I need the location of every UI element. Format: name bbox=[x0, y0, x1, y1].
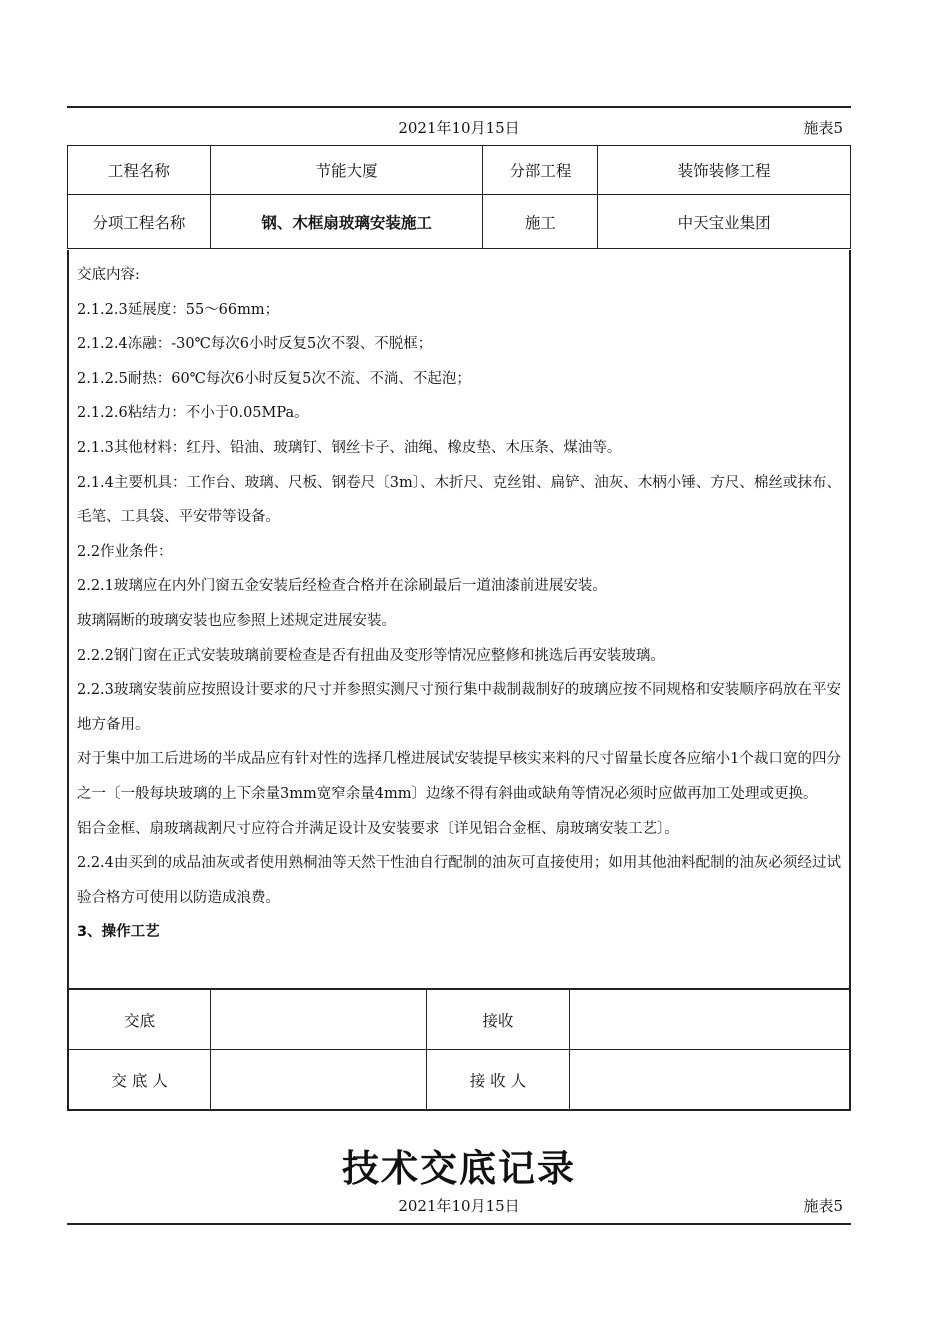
receive-signature-field[interactable] bbox=[570, 989, 850, 1050]
receive-person-field[interactable] bbox=[570, 1050, 850, 1111]
project-name-value: 节能大厦 bbox=[210, 146, 483, 195]
date-line bbox=[67, 117, 851, 139]
record-date: 2021年10月15日 bbox=[398, 1197, 520, 1215]
item-name-value: 钢、木框扇玻璃安装施工 bbox=[210, 195, 483, 249]
content-line: 2.1.2.5耐热：60℃每次6小时反复5次不流、不淌、不起泡； bbox=[77, 370, 471, 387]
record-date: 2021年10月15日 bbox=[398, 119, 520, 137]
content-line: 玻璃隔断的玻璃安装也应参照上述规定进展安装。 bbox=[77, 612, 396, 629]
handover-signature-field[interactable] bbox=[211, 989, 426, 1050]
content-line: 2.1.3其他材料：红丹、铅油、玻璃钉、钢丝卡子、油绳、橡皮垫、木压条、煤油等。 bbox=[77, 439, 622, 456]
disclosure-content bbox=[67, 250, 851, 988]
content-line: 交底内容: bbox=[77, 267, 140, 283]
handover-person-field[interactable] bbox=[211, 1050, 426, 1111]
content-line: 2.1.4主要机具：工作台、玻璃、尺板、钢卷尺〔3m〕、木折尺、克丝钳、扁铲、油灰、木柄小锤、方尺、棉丝或抹布、毛笔、工具袋、平安带等设备。 bbox=[77, 474, 841, 526]
section-heading: 3、操作工艺 bbox=[77, 924, 160, 941]
content-line: 2.1.2.3延展度：55～66mm； bbox=[77, 301, 280, 318]
signature-row bbox=[68, 1050, 850, 1111]
signature-table bbox=[67, 988, 851, 1111]
handover-person-label: 交 底 人 bbox=[68, 1050, 211, 1111]
date-line bbox=[67, 1195, 851, 1217]
form-number: 施表5 bbox=[803, 119, 843, 137]
content-line: 2.2.1玻璃应在内外门窗五金安装后经检查合格并在涂刷最后一道油漆前进展安装。 bbox=[77, 578, 607, 595]
content-line: 2.2.2钢门窗在正式安装玻璃前要检查是否有扭曲及变形等情况应整修和挑选后再安装玻璃。 bbox=[77, 647, 665, 664]
receive-label: 接收 bbox=[426, 989, 570, 1050]
top-rule bbox=[67, 106, 851, 108]
content-line: 铝合金框、扇玻璃裁割尺寸应符合并满足设计及安装要求〔详见铝合金框、扇玻璃安装工艺〕。 bbox=[77, 820, 679, 837]
receive-person-label: 接 收 人 bbox=[426, 1050, 570, 1111]
content-line: 2.1.2.4冻融：-30℃每次6小时反复5次不裂、不脱框； bbox=[77, 336, 433, 353]
construction-value: 中天宝业集团 bbox=[598, 195, 851, 249]
project-info-table bbox=[67, 145, 851, 249]
form-number: 施表5 bbox=[803, 1197, 843, 1215]
content-line: 2.2作业条件： bbox=[77, 543, 173, 560]
content-line: 2.1.2.6粘结力：不小于0.05MPa。 bbox=[77, 405, 309, 422]
bottom-rule bbox=[67, 1223, 851, 1225]
construction-label: 施工 bbox=[483, 195, 598, 249]
content-line: 2.2.3玻璃安装前应按照设计要求的尺寸并参照实测尺寸预行集中裁制裁制好的玻璃应按不同规格和安装顺序码放在平安地方备用。 bbox=[77, 682, 841, 733]
info-row bbox=[68, 195, 851, 249]
handover-label: 交底 bbox=[68, 989, 211, 1050]
item-name-label: 分项工程名称 bbox=[68, 195, 211, 249]
signature-row bbox=[68, 989, 850, 1050]
division-value: 装饰装修工程 bbox=[598, 146, 851, 195]
page-title: 技术交底记录 bbox=[342, 1147, 576, 1190]
content-line: 对于集中加工后进场的半成品应有针对性的选择几樘进展试安装提早核实来料的尺寸留量长度各应缩小1个裁口宽的四分之一〔一般每块玻璃的上下余量3mm宽窄余量4mm〕边缘不得有斜曲或缺角等情况必须时应做再加工处理或更换。 bbox=[77, 751, 841, 802]
content-line: 2.2.4由买到的成品油灰或者使用熟桐油等天然干性油自行配制的油灰可直接使用；如用其他油料配制的油灰必须经过试验合格方可使用以防造成浪费。 bbox=[77, 855, 841, 906]
info-row bbox=[68, 146, 851, 195]
division-label: 分部工程 bbox=[483, 146, 598, 195]
project-name-label: 工程名称 bbox=[68, 146, 211, 195]
